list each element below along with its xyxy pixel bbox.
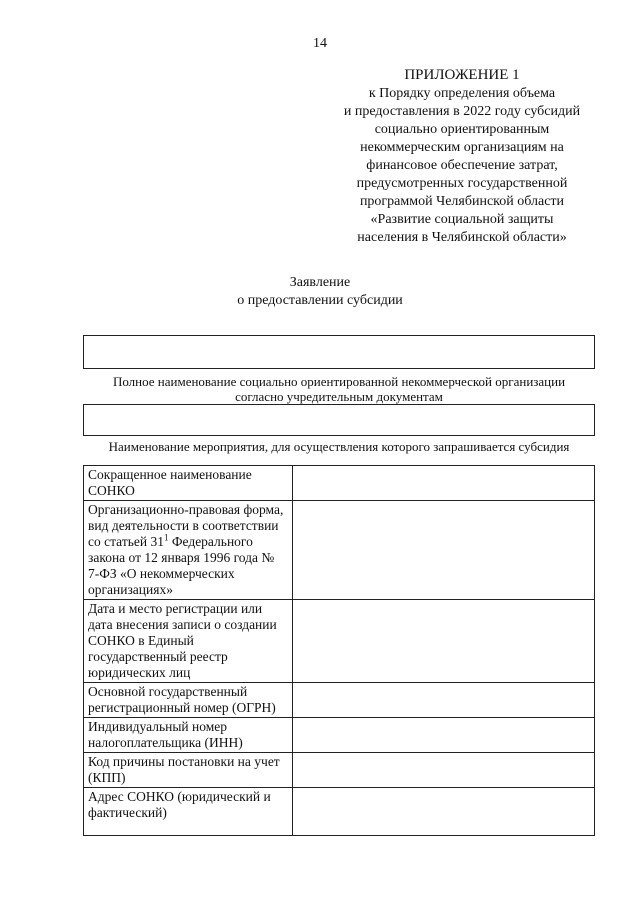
row-value-kpp[interactable] (293, 753, 595, 788)
table-row (84, 466, 595, 501)
row-value-inn[interactable] (293, 718, 595, 753)
row-value-ogrn[interactable] (293, 683, 595, 718)
row-label-short-name: Сокращенное наименование СОНКО (84, 466, 293, 501)
row-value-address[interactable] (293, 788, 595, 836)
statement-subtitle: о предоставлении субсидии (237, 293, 403, 308)
full-name-field[interactable] (83, 335, 595, 369)
row-value-short-name[interactable] (293, 466, 595, 501)
full-name-caption-line1: Полное наименование социально ориентированной некоммерческой организации (112, 374, 566, 389)
appendix-header (312, 66, 612, 247)
statement-title: Заявление (289, 275, 351, 290)
row-label-kpp: Код причины постановки на учет (КПП) (84, 753, 293, 788)
row-label-legal-form (84, 501, 293, 600)
row-label-address: Адрес СОНКО (юридический и фактический) (84, 788, 293, 836)
organization-details-table (83, 465, 595, 836)
event-name-caption: Наименование мероприятия, для осуществления которого запрашивается субсидия (108, 439, 570, 454)
table-row (84, 600, 595, 683)
row-label-inn: Индивидуальный номер налогоплательщика (ИНН) (84, 718, 293, 753)
legal-form-text: Организационно-правовая форма, вид деятельности в соответствии со статьей 31 (88, 502, 284, 549)
appendix-line: социально ориентированным (374, 122, 550, 137)
appendix-title: ПРИЛОЖЕНИЕ 1 (404, 67, 520, 83)
appendix-line: финансовое обеспечение затрат, (366, 158, 558, 173)
appendix-line: предусмотренных государственной (356, 176, 568, 191)
table-row (84, 501, 595, 600)
table-row (84, 788, 595, 836)
appendix-line: и предоставления в 2022 году субсидий (343, 104, 581, 119)
row-value-legal-form[interactable] (293, 501, 595, 600)
appendix-line: некоммерческим организациям на (360, 140, 564, 155)
page-number: 14 (313, 36, 327, 51)
appendix-line: к Порядку определения объема (368, 86, 556, 101)
row-label-registration: Дата и место регистрации или дата внесения записи о создании СОНКО в Единый государственный реестр юридических лиц (84, 600, 293, 683)
table-row (84, 753, 595, 788)
event-name-field[interactable] (83, 404, 595, 436)
row-label-ogrn: Основной государственный регистрационный номер (ОГРН) (84, 683, 293, 718)
appendix-line: «Развитие социальной защиты (370, 212, 554, 227)
table-row (84, 683, 595, 718)
row-value-registration[interactable] (293, 600, 595, 683)
appendix-line: программой Челябинской области (359, 194, 565, 209)
table-row (84, 718, 595, 753)
full-name-caption (83, 374, 595, 405)
article-superscript: 1 (163, 532, 169, 543)
full-name-caption-line2: согласно учредительным документам (83, 389, 595, 405)
legal-form-text-cont: Федерального закона от 12 января 1996 года № 7-ФЗ «О некоммерческих организациях» (88, 534, 275, 597)
statement-heading (0, 274, 640, 310)
appendix-line: населения в Челябинской области» (357, 230, 567, 245)
